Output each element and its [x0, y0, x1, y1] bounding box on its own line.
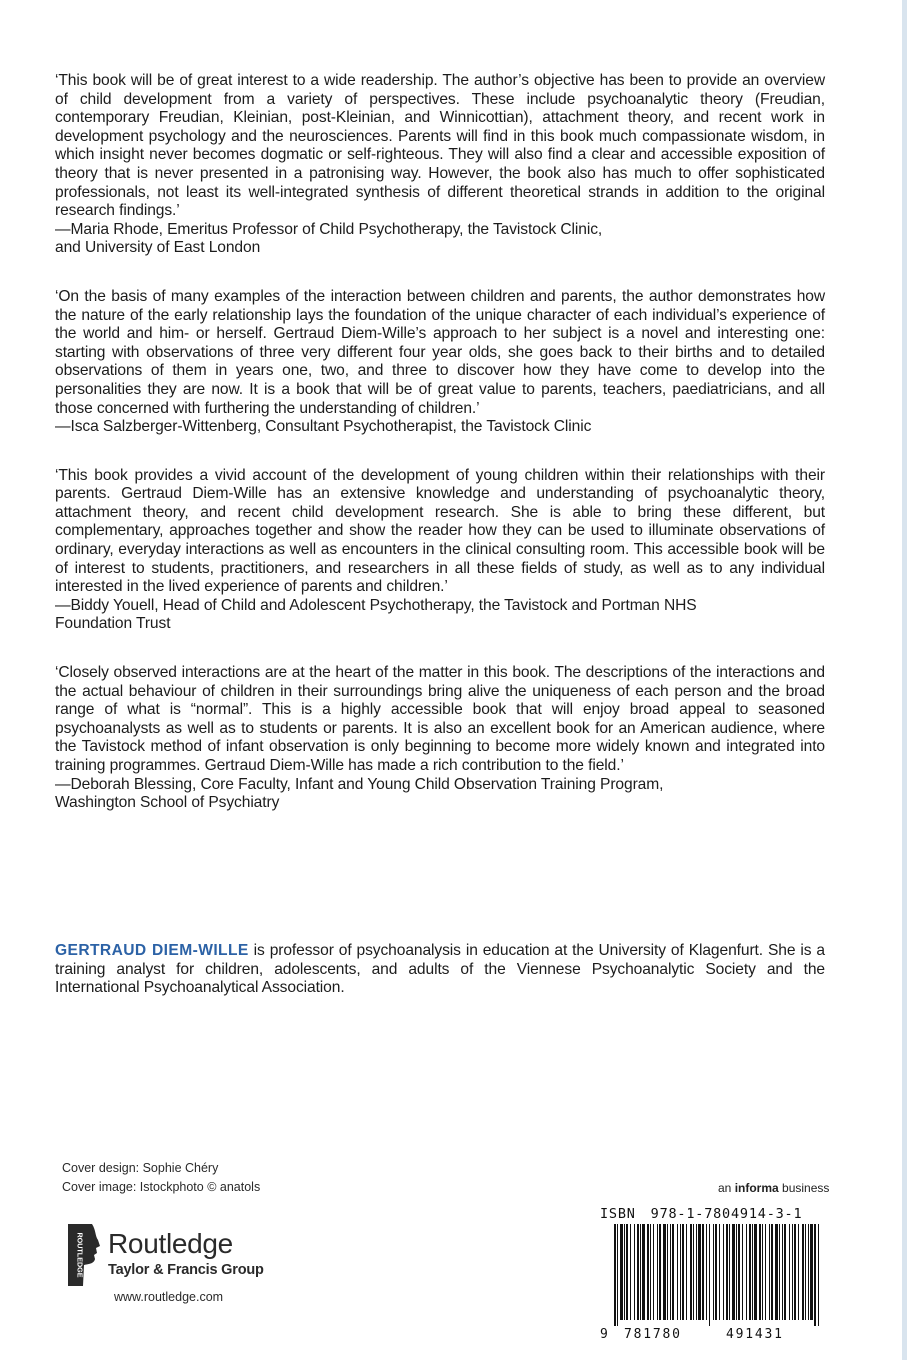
barcode-bar	[719, 1224, 720, 1320]
author-bio	[55, 942, 825, 998]
barcode-bar	[642, 1224, 645, 1320]
informa-suffix: business	[778, 1181, 830, 1195]
cover-edge-strip	[902, 0, 907, 1360]
barcode-bar	[818, 1224, 819, 1326]
barcode-bar	[792, 1224, 793, 1320]
barcode-digit-first: 9	[600, 1327, 610, 1342]
barcode-bar	[808, 1224, 809, 1320]
barcode-bar	[810, 1224, 813, 1320]
review-attribution-cont: Foundation Trust	[55, 615, 171, 633]
review-text: ‘This book will be of great interest to a wide readership. The author’s objective has been to provide an overview of child development from a variety of perspectives. These include psychoanalytic theory (Freudian, contemporary Freudian, Kleinian, post-Kleinian, and Winnicottian), attachment theory, and recent work in development psychology and the neurosciences. Parents will find in this book much compassionate wisdom, in which insight never becomes dogmatic or self-righteous. They will also find a clear and accessible exposition of theory that is never presented in a patronising way. However, the book also has much to offer sophisticated professionals, not least its well-integrated synthesis of different theoretical strands in addition to the original research findings.’	[55, 72, 825, 220]
barcode-bar	[686, 1224, 687, 1320]
barcode-bar	[624, 1224, 625, 1320]
barcode-bar	[657, 1224, 658, 1320]
publisher-name: Routledge	[108, 1228, 233, 1259]
barcode-bar	[672, 1224, 674, 1320]
barcode-bar	[640, 1224, 641, 1320]
cover-design-credit: Cover design: Sophie Chéry	[62, 1161, 219, 1175]
barcode-digits-left: 781780	[624, 1327, 682, 1342]
barcode-digits	[600, 1327, 826, 1345]
informa-tagline	[718, 1181, 829, 1195]
barcode-bar	[802, 1224, 804, 1320]
barcode-bar	[779, 1224, 780, 1320]
barcode-bar	[693, 1224, 694, 1320]
barcode-bar	[742, 1224, 743, 1320]
barcode-bar	[752, 1224, 753, 1320]
barcode-bar	[682, 1224, 684, 1320]
barcode-bar	[759, 1224, 761, 1320]
barcode-bar	[637, 1224, 639, 1320]
barcode-bar	[794, 1224, 796, 1320]
barcode-bar	[814, 1224, 816, 1326]
review-attribution-cont: and University of East London	[55, 239, 261, 257]
barcode-bar	[798, 1224, 799, 1320]
barcode-bar	[647, 1224, 649, 1320]
barcode-bar	[706, 1224, 707, 1320]
review-2	[55, 288, 825, 437]
barcode-bar	[614, 1224, 616, 1326]
review-attribution: —Biddy Youell, Head of Child and Adolescent Psychotherapy, the Tavistock and Portman NHS	[55, 596, 697, 614]
publisher-website: www.routledge.com	[114, 1290, 224, 1304]
barcode-bar	[677, 1224, 678, 1320]
barcode-bar	[805, 1224, 806, 1320]
barcode-bar	[746, 1224, 747, 1320]
barcode-bar	[696, 1224, 697, 1320]
review-1	[55, 72, 825, 258]
barcode-bar	[620, 1224, 623, 1320]
barcode-bar	[626, 1224, 628, 1320]
barcode-bar	[732, 1224, 735, 1320]
barcode-bar	[784, 1224, 786, 1320]
barcode-bar	[617, 1224, 618, 1326]
barcode-bar	[754, 1224, 757, 1320]
barcode-bar	[670, 1224, 671, 1320]
cover-image-credit: Cover image: Istockphoto © anatols	[62, 1180, 261, 1194]
barcode-bar	[698, 1224, 701, 1320]
barcode-digits-right: 491431	[726, 1327, 784, 1342]
author-bio-text: is professor of psychoanalysis in education at the University of Klagenfurt. She is a training analyst for children, adolescents, and adults of the Viennese Psychoanalytic Society and the International Psychoanalytical Association.	[55, 942, 825, 997]
review-3	[55, 467, 825, 634]
barcode-bar	[775, 1224, 778, 1320]
routledge-logo	[62, 1222, 292, 1288]
cover-credits	[62, 1159, 260, 1197]
barcode-bar	[715, 1224, 717, 1320]
barcode-bar	[738, 1224, 740, 1320]
routledge-head-icon	[62, 1222, 102, 1288]
barcode-bar	[702, 1224, 704, 1320]
review-4	[55, 664, 825, 813]
barcode-bar	[771, 1224, 773, 1320]
review-text: ‘This book provides a vivid account of the development of young children within their relationships with their parents. Gertraud Diem-Wille has an extensive knowledge and understanding of psychoanalytic theory, attachment theory, and recent child development research. She is able to bring these different, but complementary, approaches together and show the reader how they can be used to illuminate observations of ordinary, everyday interactions as well as encounters in the clinical consulting room. This accessible book will be of interest to students, practitioners, and researchers in all these fields of study, as well as to any individual interested in the lived experience of parents and children.’	[55, 466, 825, 596]
barcode-bar	[726, 1224, 728, 1320]
review-text: ‘On the basis of many examples of the interaction between children and parents, the author demonstrates how the nature of the early relationship lays the foundation of the unique character of each individual’s experience of the world and him- or herself. Gertraud Diem-Wille’s approach to her subject is a novel and interesting one: starting with observations of three very different four year olds, she goes back to their births and to detailed observations of them in years one, two, and three to discover how they have come to develop into the personalities they are now. It is a book that will be of great value to parents, teachers, paediatricians, and all those concerned with furthering the understanding of children.’	[55, 287, 825, 417]
barcode-bar	[709, 1224, 710, 1326]
barcode-bar	[736, 1224, 737, 1320]
barcode-bar	[765, 1224, 766, 1320]
barcode-bar	[762, 1224, 763, 1320]
publisher-group: Taylor & Francis Group	[108, 1262, 264, 1278]
barcode-bar	[729, 1224, 730, 1320]
review-text: ‘Closely observed interactions are at the heart of the matter in this book. The descriptions of the interactions and the actual behaviour of children in their surroundings bring alive the uniqueness of each person and the broad range of what is “normal”. This is a highly accessible book that will enjoy broad appeal to seasoned psychoanalysts as well as to students or parents. It is also an excellent book for an American audience, where the Tavistock method of infant observation is only beginning to become more widely known and integrated into training programmes. Gertraud Diem-Wille has made a rich contribution to the field.’	[55, 664, 825, 774]
barcode-bar	[782, 1224, 783, 1320]
barcode-bar	[663, 1224, 666, 1320]
review-attribution-cont: Washington School of Psychiatry	[55, 794, 280, 812]
barcode-bar	[769, 1224, 770, 1320]
barcode-bar	[667, 1224, 668, 1320]
informa-word: informa	[734, 1181, 779, 1195]
isbn-label: ISBN 978-1-7804914-3-1	[600, 1206, 803, 1222]
barcode-bar	[650, 1224, 651, 1320]
barcode-bar	[634, 1224, 635, 1320]
isbn-barcode	[600, 1224, 826, 1326]
barcode-bar	[713, 1224, 714, 1320]
barcode-bar	[653, 1224, 654, 1320]
barcode-bar	[789, 1224, 790, 1320]
review-attribution: —Maria Rhode, Emeritus Professor of Child Psychotherapy, the Tavistock Clinic,	[55, 220, 603, 238]
reviews-section	[55, 72, 825, 843]
barcode-bar	[659, 1224, 661, 1320]
barcode-bar	[690, 1224, 692, 1320]
barcode-bar	[680, 1224, 681, 1320]
informa-prefix: an	[718, 1181, 735, 1195]
author-name: GERTRAUD DIEM-WILLE	[55, 942, 249, 959]
barcode-bar	[630, 1224, 631, 1320]
review-attribution: —Deborah Blessing, Core Faculty, Infant and Young Child Observation Training Program,	[55, 775, 664, 793]
barcode-bar	[749, 1224, 751, 1320]
logo-vertical-text: ROUTLEDGE	[75, 1232, 85, 1278]
review-attribution: —Isca Salzberger-Wittenberg, Consultant Psychotherapist, the Tavistock Clinic	[55, 418, 592, 436]
barcode-bar	[723, 1224, 724, 1320]
